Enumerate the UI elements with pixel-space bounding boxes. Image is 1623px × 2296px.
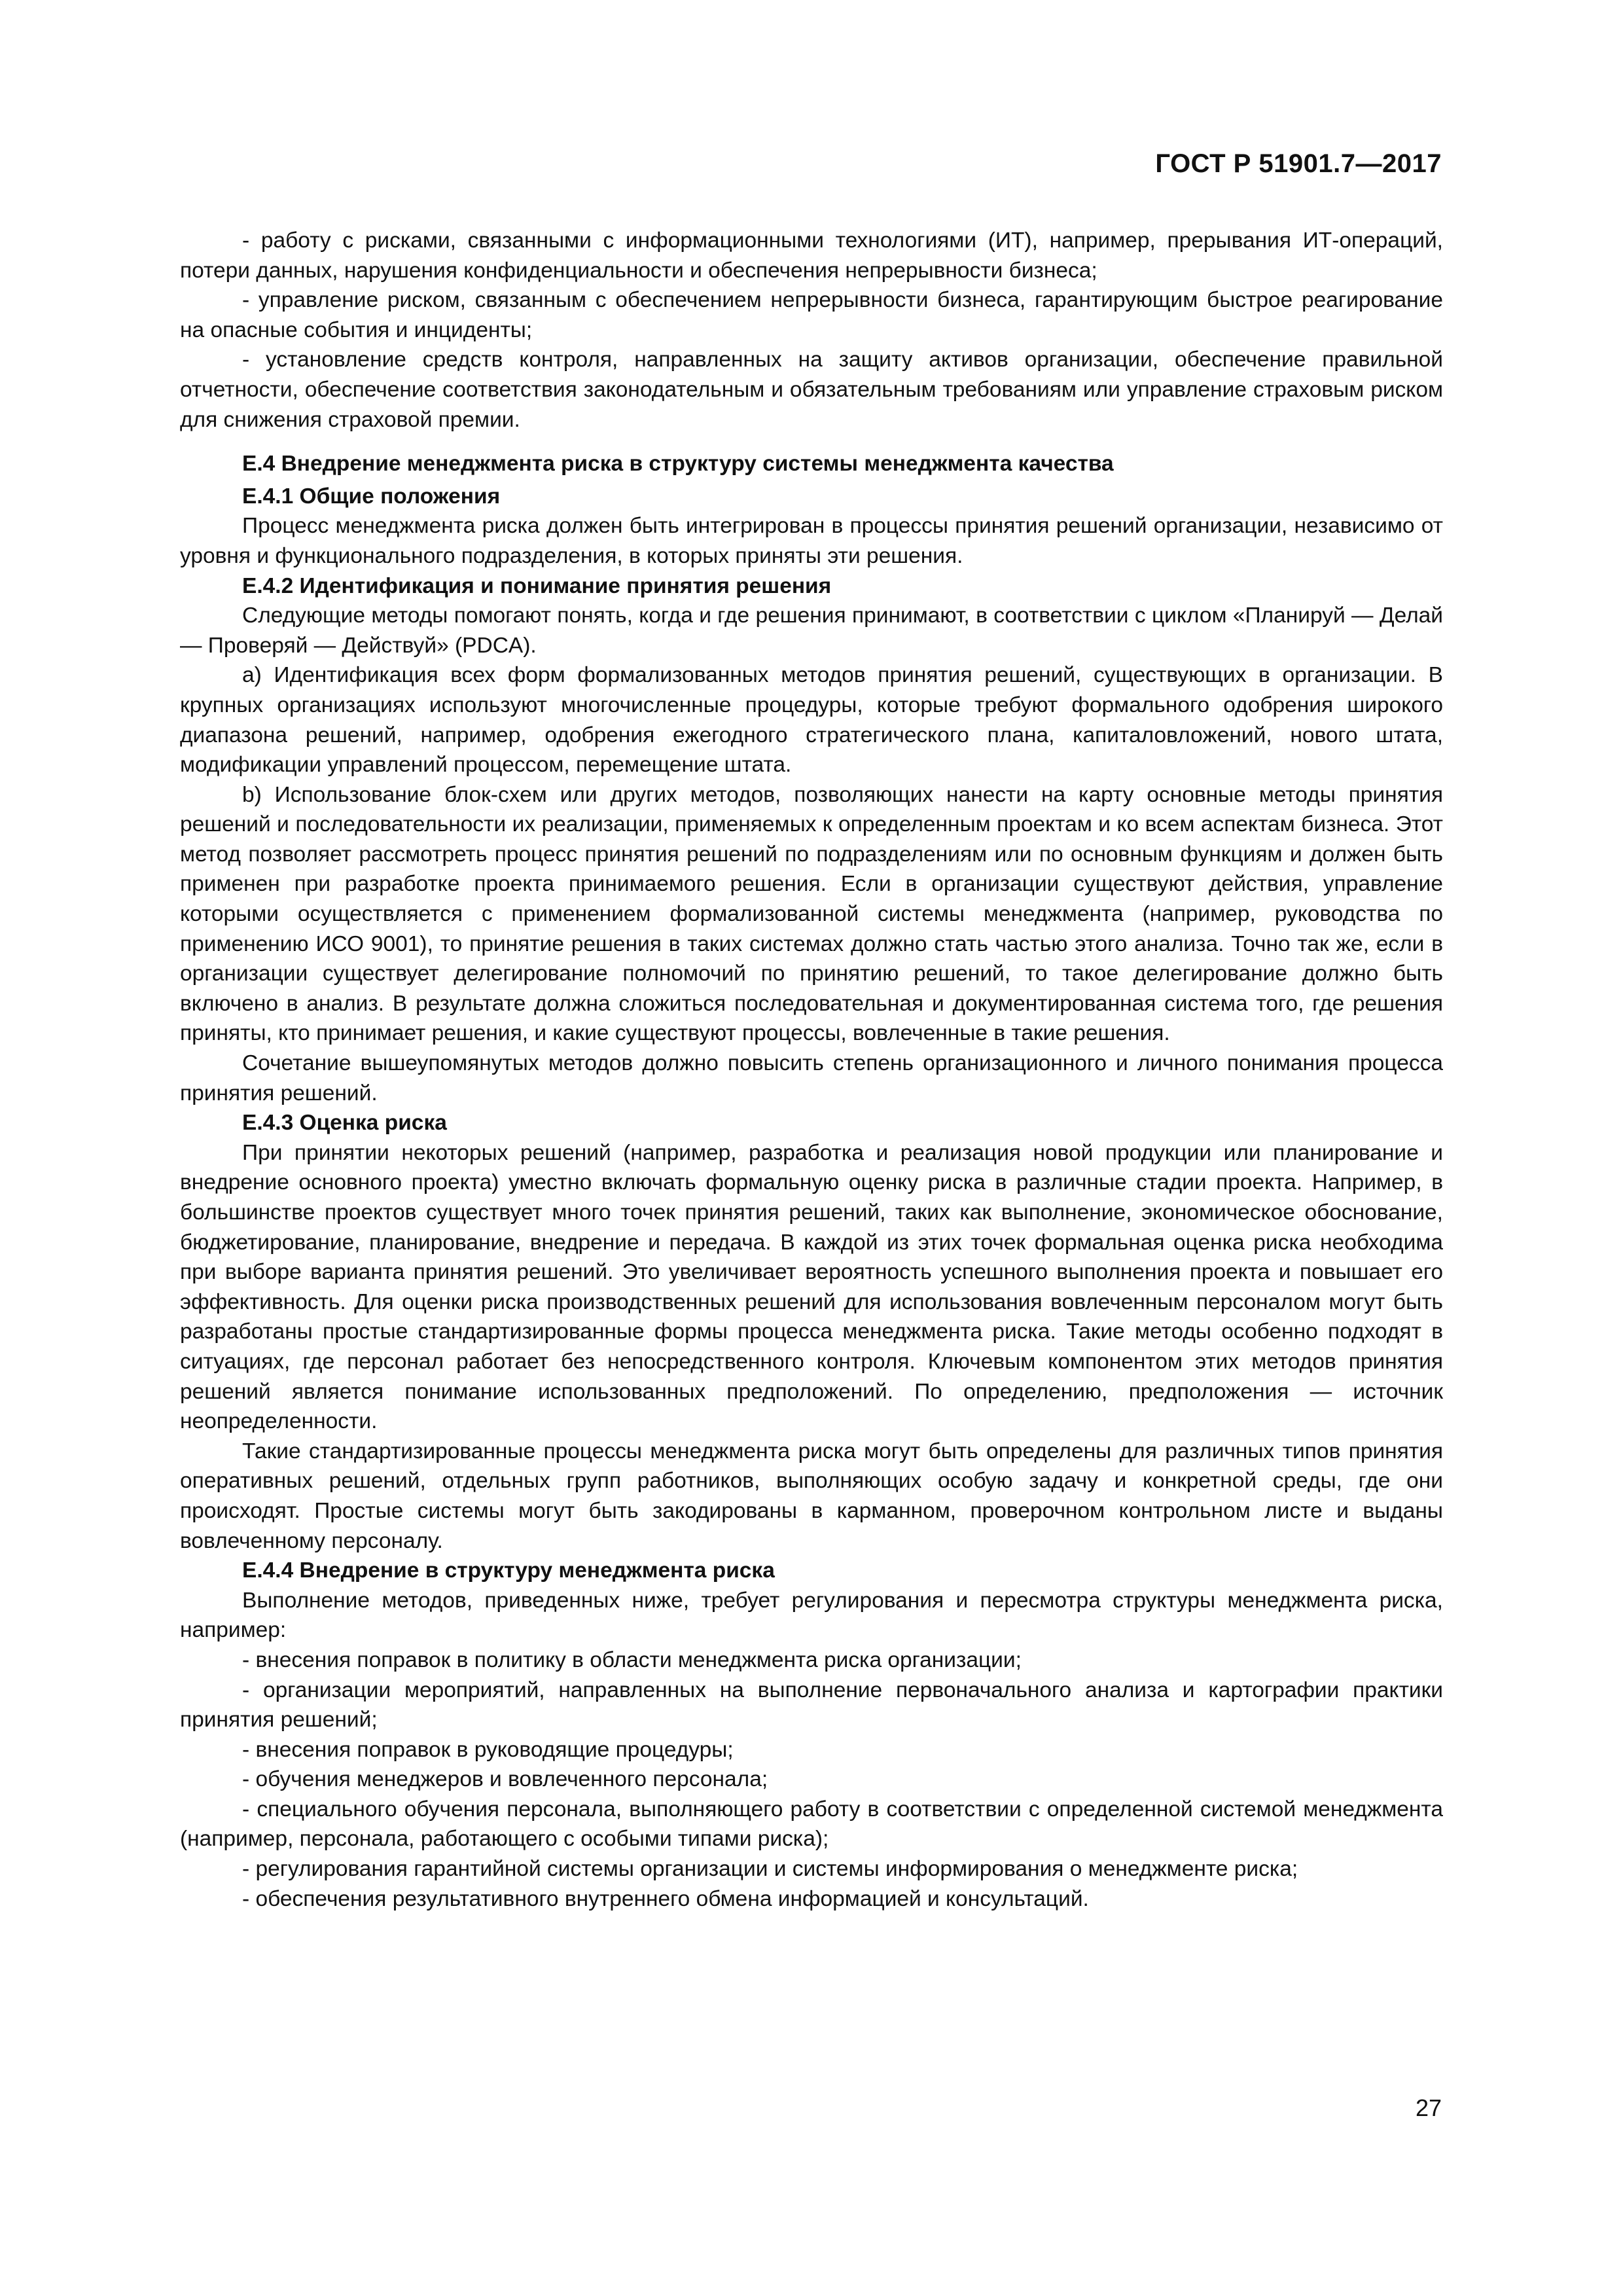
subsection-heading: Е.4.4 Внедрение в структуру менеджмента риска [242, 1558, 775, 1583]
paragraph: b) Использование блок-схем или других методов, позволяющих нанести на карту основные методы принятия решений и последовательности их реализации, применяемых к определенным проектам и ко всем аспектам бизнеса. Этот метод позволяет рассмотреть процесс принятия решений по подразделениям или по основным функциям и должен быть применен при разработке проекта принимаемого решения. Если в организации существуют действия, управление которыми осуществляется с применением формализованной системы менеджмента (например, руководства по применению ИСО 9001), то принятие решения в таких системах должно стать частью этого анализа. Точно так же, если в организации существует делегирование полномочий по принятию решений, то такое делегирование должно быть включено в анализ. В результате должна сложиться последовательная и документированная система того, где решения приняты, кто принимает решения, и какие существуют процессы, вовлеченные в такие решения. [180, 782, 1443, 1046]
paragraph: Выполнение методов, приведенных ниже, требует регулирования и пересмотра структуры менеджмента риска, например: [180, 1588, 1443, 1643]
subsection-heading: Е.4.2 Идентификация и понимание принятия решения [242, 573, 832, 598]
paragraph: Такие стандартизированные процессы менеджмента риска могут быть определены для различных типов принятия оперативных решений, отдельных групп работников, выполняющих особую задачу и конкретной среды, где они происходят. Простые системы могут быть закодированы в карманном, проверочном контрольном листе и выданы вовлеченному персоналу. [180, 1439, 1443, 1553]
paragraph: а) Идентификация всех форм формализованных методов принятия решений, существующих в организации. В крупных организациях используют многочисленные процедуры, которые требуют формального одобрения широкого диапазона решений, например, одобрения ежегодного стратегического плана, капиталовложений, нового штата, модификации управлений процессом, перемещение штата. [180, 663, 1443, 778]
paragraph: Процесс менеджмента риска должен быть интегрирован в процессы принятия решений организации, независимо от уровня и функционального подразделения, в которых приняты эти решения. [180, 514, 1443, 568]
paragraph: Следующие методы помогают понять, когда и где решения принимают, в соответствии с циклом «Планируй — Делай — Проверяй — Действуй» (PDCA). [180, 603, 1443, 658]
list-item: - внесения поправок в политику в области менеджмента риска организации; [242, 1647, 1022, 1672]
paragraph: - установление средств контроля, направленных на защиту активов организации, обеспечение правильной отчетности, обеспечение соответствия законодательным и обязательным требованиям или управление страховым риском для снижения страховой премии. [180, 348, 1443, 432]
page-number: 27 [1415, 2094, 1442, 2121]
paragraph: - работу с рисками, связанными с информационными технологиями (ИТ), например, прерывания ИТ-операций, потери данных, нарушения конфиденциальности и обеспечения непрерывности бизнеса; [180, 228, 1443, 283]
section-heading: Е.4 Внедрение менеджмента риска в структуру системы менеджмента качества [242, 452, 1114, 476]
paragraph: Сочетание вышеупомянутых методов должно повысить степень организационного и личного понимания процесса принятия решений. [180, 1051, 1443, 1105]
paragraph: - управление риском, связанным с обеспечением непрерывности бизнеса, гарантирующим быстрое реагирование на опасные события и инциденты; [180, 288, 1443, 342]
subsection-heading: Е.4.3 Оценка риска [242, 1111, 447, 1136]
list-item: - организации мероприятий, направленных на выполнение первоначального анализа и картографии практики принятия решений; [180, 1677, 1443, 1732]
list-item: - обеспечения результативного внутреннего обмена информацией и консультаций. [242, 1886, 1089, 1911]
list-item: - специального обучения персонала, выполняющего работу в соответствии с определенной системой менеджмента (например, персонала, работающего с особыми типами риска); [180, 1797, 1443, 1852]
paragraph: При принятии некоторых решений (например, разработка и реализация новой продукции или планирование и внедрение основного проекта) уместно включать формальную оценку риска в различные стадии проекта. Например, в большинстве проектов существует много точек принятия решений, таких как выполнение, экономическое обоснование, бюджетирование, планирование, внедрение и передача. В каждой из этих точек формальная оценка риска необходима при выборе варианта принятия решений. Это увеличивает вероятность успешного выполнения проекта и повышает его эффективность. Для оценки риска производственных решений для использования вовлеченным персоналом могут быть разработаны простые стандартизированные формы процесса менеджмента риска. Такие методы особенно подходят в ситуациях, где персонал работает без непосредственного контроля. Ключевым компонентом этих методов принятия решений является понимание использованных предположений. По определению, предположения — источник неопределенности. [180, 1140, 1443, 1434]
list-item: - обучения менеджеров и вовлеченного персонала; [242, 1767, 768, 1792]
list-item: - внесения поправок в руководящие процедуры; [242, 1737, 734, 1762]
document-body [180, 226, 1443, 1914]
list-item: - регулирования гарантийной системы организации и системы информирования о менеджменте риска; [242, 1857, 1298, 1882]
subsection-heading: Е.4.1 Общие положения [242, 484, 501, 509]
document-header: ГОСТ Р 51901.7—2017 [1155, 149, 1442, 178]
